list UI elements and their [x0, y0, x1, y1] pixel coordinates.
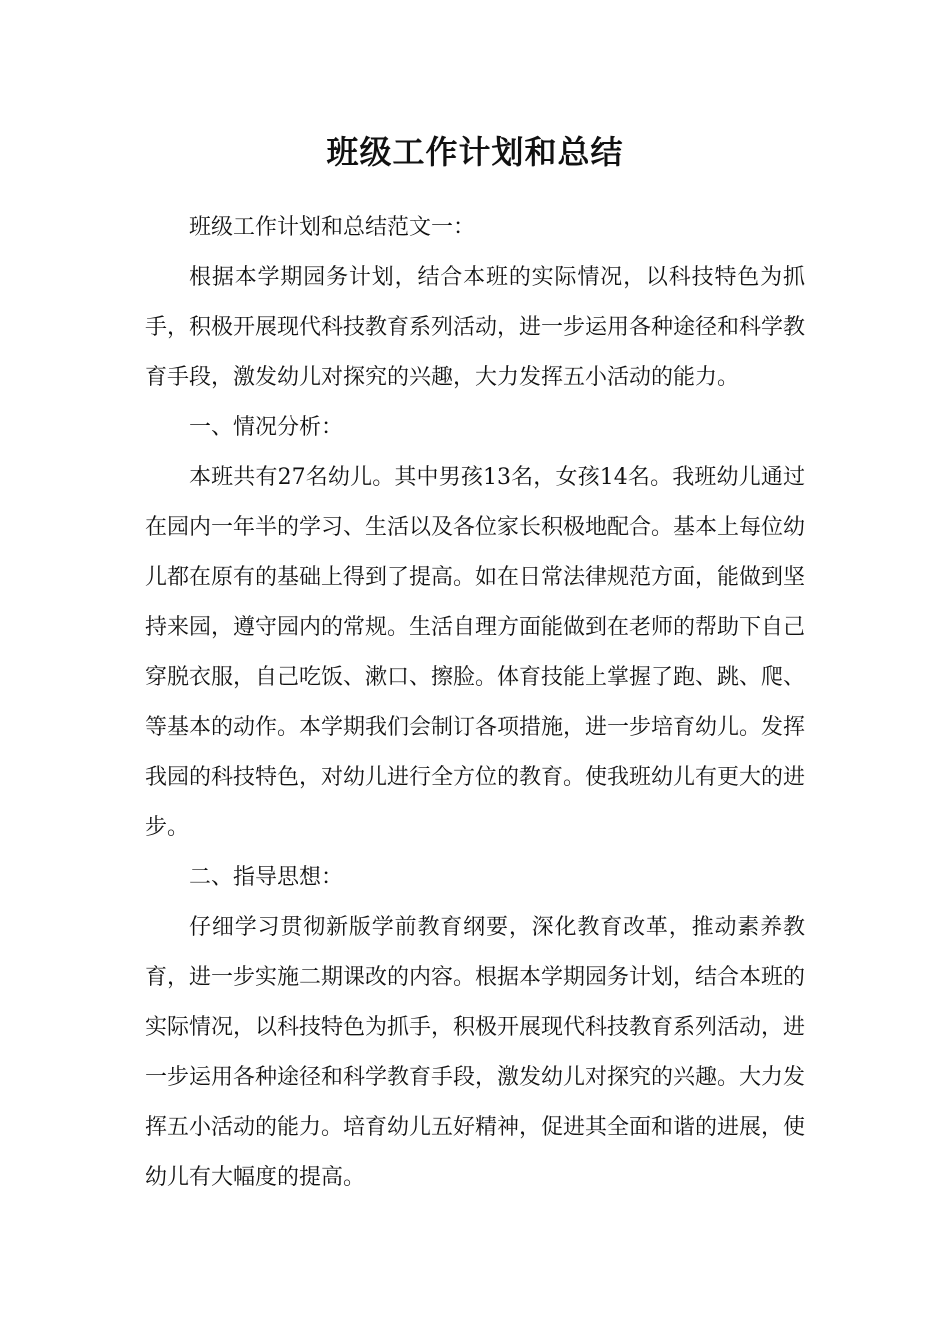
section-heading-guidance: 二、指导思想：: [189, 865, 344, 890]
paragraph-guidance: 仔细学习贯彻新版学前教育纲要，深化教育改革，推动素养教育，进一步实施二期课改的内容。根据本学期园务计划，结合本班的实际情况，以科技特色为抓手，积极开展现代科技教育系列活动，进一步运用各种途径和科学教育手段，激发幼儿对探究的兴趣。大力发挥五小活动的能力。培育幼儿五好精神，促进其全面和谐的进展，使幼儿有大幅度的提高。: [145, 915, 806, 1190]
paragraph-analysis: 本班共有27名幼儿。其中男孩13名，女孩14名。我班幼儿通过在园内一年半的学习、生活以及各位家长积极地配合。基本上每位幼儿都在原有的基础上得到了提高。如在日常法律规范方面，能做到坚持来园，遵守园内的常规。生活自理方面能做到在老师的帮助下自己穿脱衣服，自己吃饭、漱口、擦脸。体育技能上掌握了跑、跳、爬、等基本的动作。本学期我们会制订各项措施，进一步培育幼儿。发挥我园的科技特色，对幼儿进行全方位的教育。使我班幼儿有更大的进步。: [145, 465, 806, 840]
page-title: 班级工作计划和总结: [326, 133, 624, 171]
section-heading-analysis: 一、情况分析：: [189, 415, 344, 440]
paragraph-intro: 班级工作计划和总结范文一：: [189, 215, 476, 240]
document-body: [145, 203, 805, 1203]
paragraph-overview: 根据本学期园务计划，结合本班的实际情况，以科技特色为抓手，积极开展现代科技教育系列活动，进一步运用各种途径和科学教育手段，激发幼儿对探究的兴趣，大力发挥五小活动的能力。: [145, 265, 806, 390]
